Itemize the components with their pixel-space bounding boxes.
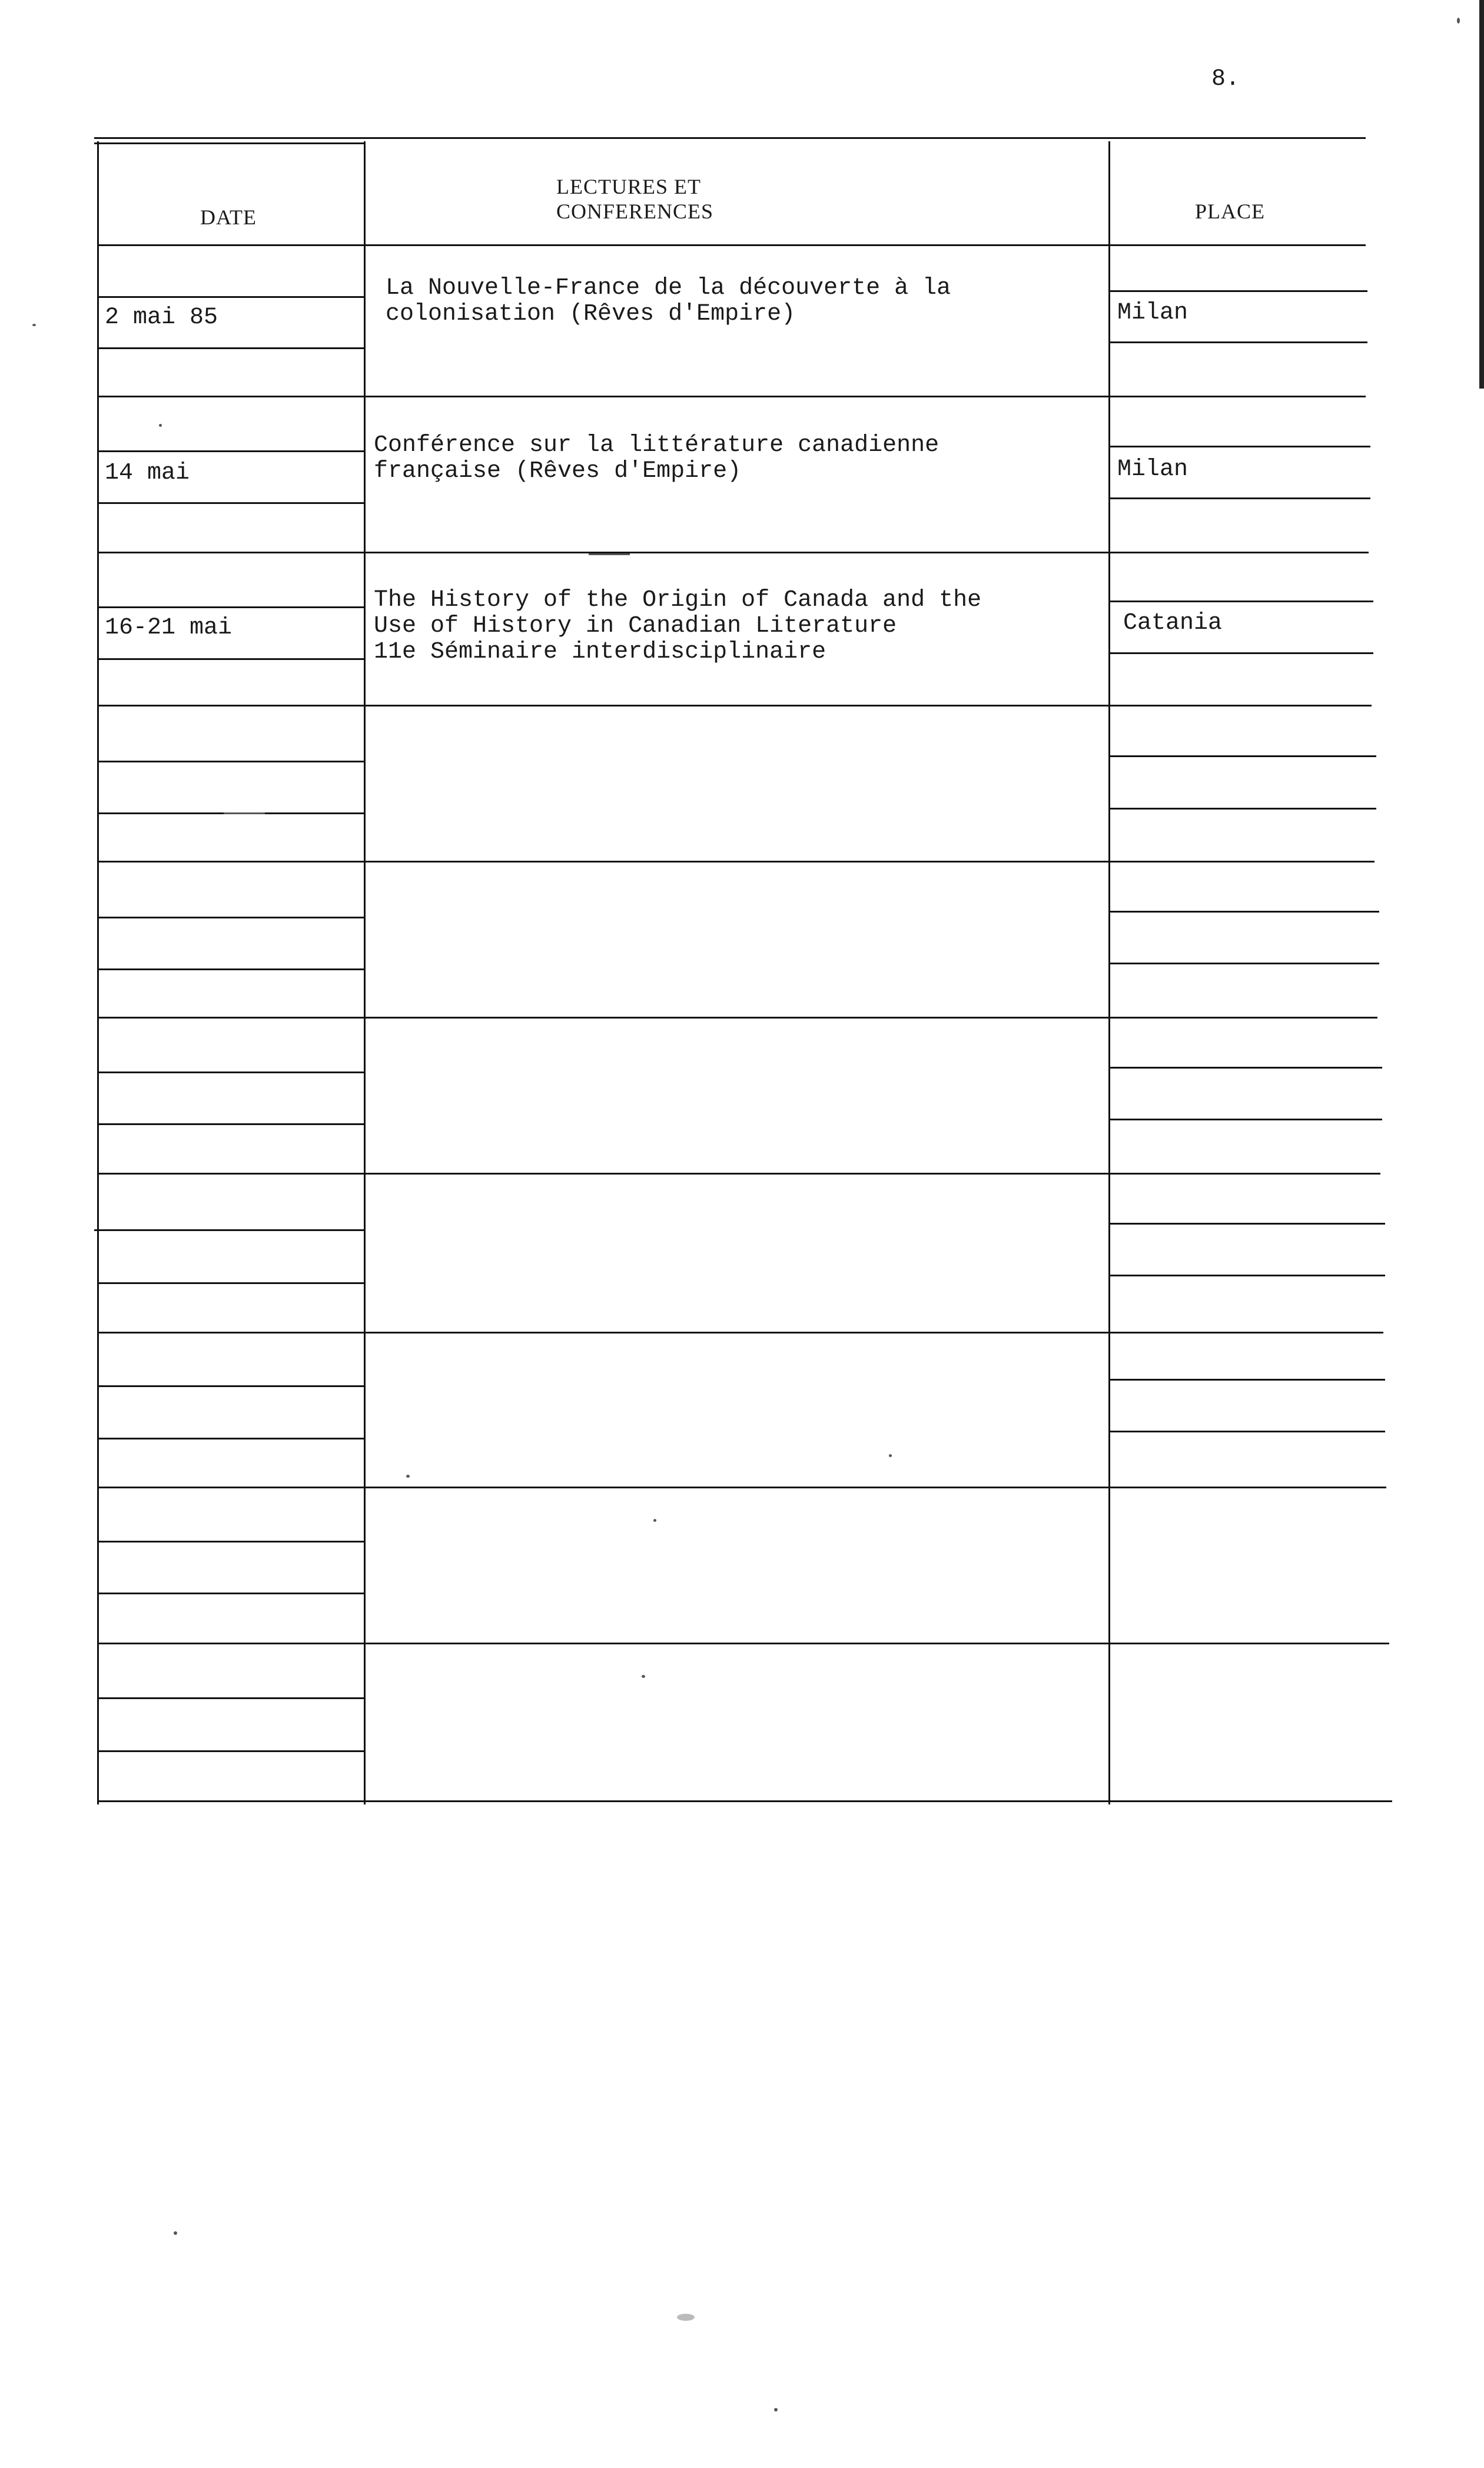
table-bottom-border xyxy=(97,1800,1392,1802)
scan-speck xyxy=(774,2408,778,2411)
date-subline xyxy=(97,502,365,504)
scan-speck xyxy=(174,2231,177,2235)
scan-speck xyxy=(642,1675,645,1678)
block-border xyxy=(97,1017,1377,1019)
scan-speck xyxy=(889,1454,892,1457)
date-subline xyxy=(97,968,365,970)
scan-speck xyxy=(589,553,630,555)
block-border xyxy=(97,705,1372,706)
place-subline xyxy=(1108,446,1370,447)
date-subline xyxy=(97,1072,365,1073)
row-lecture-line: Conférence sur la littérature canadienne xyxy=(374,432,939,459)
date-subline xyxy=(97,761,365,762)
date-subline xyxy=(97,1697,365,1699)
date-subline xyxy=(97,1282,365,1284)
row-place: Milan xyxy=(1117,456,1188,483)
date-subline xyxy=(97,1541,365,1542)
column-border-place xyxy=(1108,141,1110,1804)
place-subline xyxy=(1108,290,1367,292)
row-date: 2 mai 85 xyxy=(105,304,218,331)
scan-speck xyxy=(224,812,265,814)
date-subline xyxy=(97,658,365,660)
block-border xyxy=(97,1332,1383,1333)
scan-speck xyxy=(653,1519,656,1522)
date-subline xyxy=(94,1229,365,1231)
row-lecture-line: française (Rêves d'Empire) xyxy=(374,458,742,485)
block-border xyxy=(97,396,1366,397)
column-border-date xyxy=(364,141,366,1804)
place-subline xyxy=(1108,755,1376,757)
date-subline xyxy=(97,347,365,349)
place-subline xyxy=(1108,1275,1385,1276)
block-border xyxy=(97,1643,1389,1644)
place-subline xyxy=(1108,1223,1385,1225)
date-subline xyxy=(97,296,365,298)
block-border xyxy=(97,552,1369,553)
header-place: PLACE xyxy=(1195,200,1266,223)
place-subline xyxy=(1108,911,1379,913)
date-subline xyxy=(97,1750,365,1752)
date-subline xyxy=(97,1385,365,1387)
place-subline xyxy=(1108,1379,1385,1381)
column-border-left xyxy=(97,141,99,1804)
row-date: 16-21 mai xyxy=(105,615,233,641)
row-lecture-line: La Nouvelle-France de la découverte à la xyxy=(386,275,951,301)
place-subline xyxy=(1108,1431,1385,1432)
header-bottom-border xyxy=(97,244,1366,246)
place-subline xyxy=(1108,808,1376,810)
block-border xyxy=(97,861,1375,863)
header-date: DATE xyxy=(200,205,257,229)
table-top-border xyxy=(94,137,1366,139)
block-border xyxy=(97,1173,1380,1175)
block-border xyxy=(97,1487,1386,1488)
scan-speck xyxy=(32,324,36,326)
place-subline xyxy=(1108,497,1370,499)
row-lecture-line: Use of History in Canadian Literature xyxy=(374,613,897,639)
scan-edge-shadow xyxy=(1479,0,1484,389)
row-lecture-line: 11e Séminaire interdisciplinaire xyxy=(374,639,826,665)
row-place: Milan xyxy=(1117,300,1188,326)
scan-speck xyxy=(677,2314,695,2321)
row-place: Catania xyxy=(1123,610,1223,636)
scan-speck xyxy=(159,424,162,427)
date-subline xyxy=(97,1123,365,1125)
date-subline xyxy=(97,1593,365,1594)
place-subline xyxy=(1108,963,1379,964)
header-lectures: LECTURES ET CONFERENCES xyxy=(556,175,714,223)
place-subline xyxy=(1108,652,1373,654)
page-number: 8. xyxy=(1211,66,1240,92)
row-lecture-line: The History of the Origin of Canada and the xyxy=(374,587,982,613)
place-subline xyxy=(1108,1067,1382,1069)
date-subline xyxy=(97,1438,365,1439)
date-subline xyxy=(97,917,365,918)
scan-speck xyxy=(1457,18,1460,24)
place-subline xyxy=(1108,341,1367,343)
place-subline xyxy=(1108,1119,1382,1120)
date-subline xyxy=(97,606,365,608)
date-subline xyxy=(97,450,365,452)
row-date: 14 mai xyxy=(105,460,190,486)
place-subline xyxy=(1108,601,1373,602)
table-top-border-inner xyxy=(94,142,365,144)
row-lecture-line: colonisation (Rêves d'Empire) xyxy=(386,301,796,327)
scan-speck xyxy=(406,1475,410,1478)
